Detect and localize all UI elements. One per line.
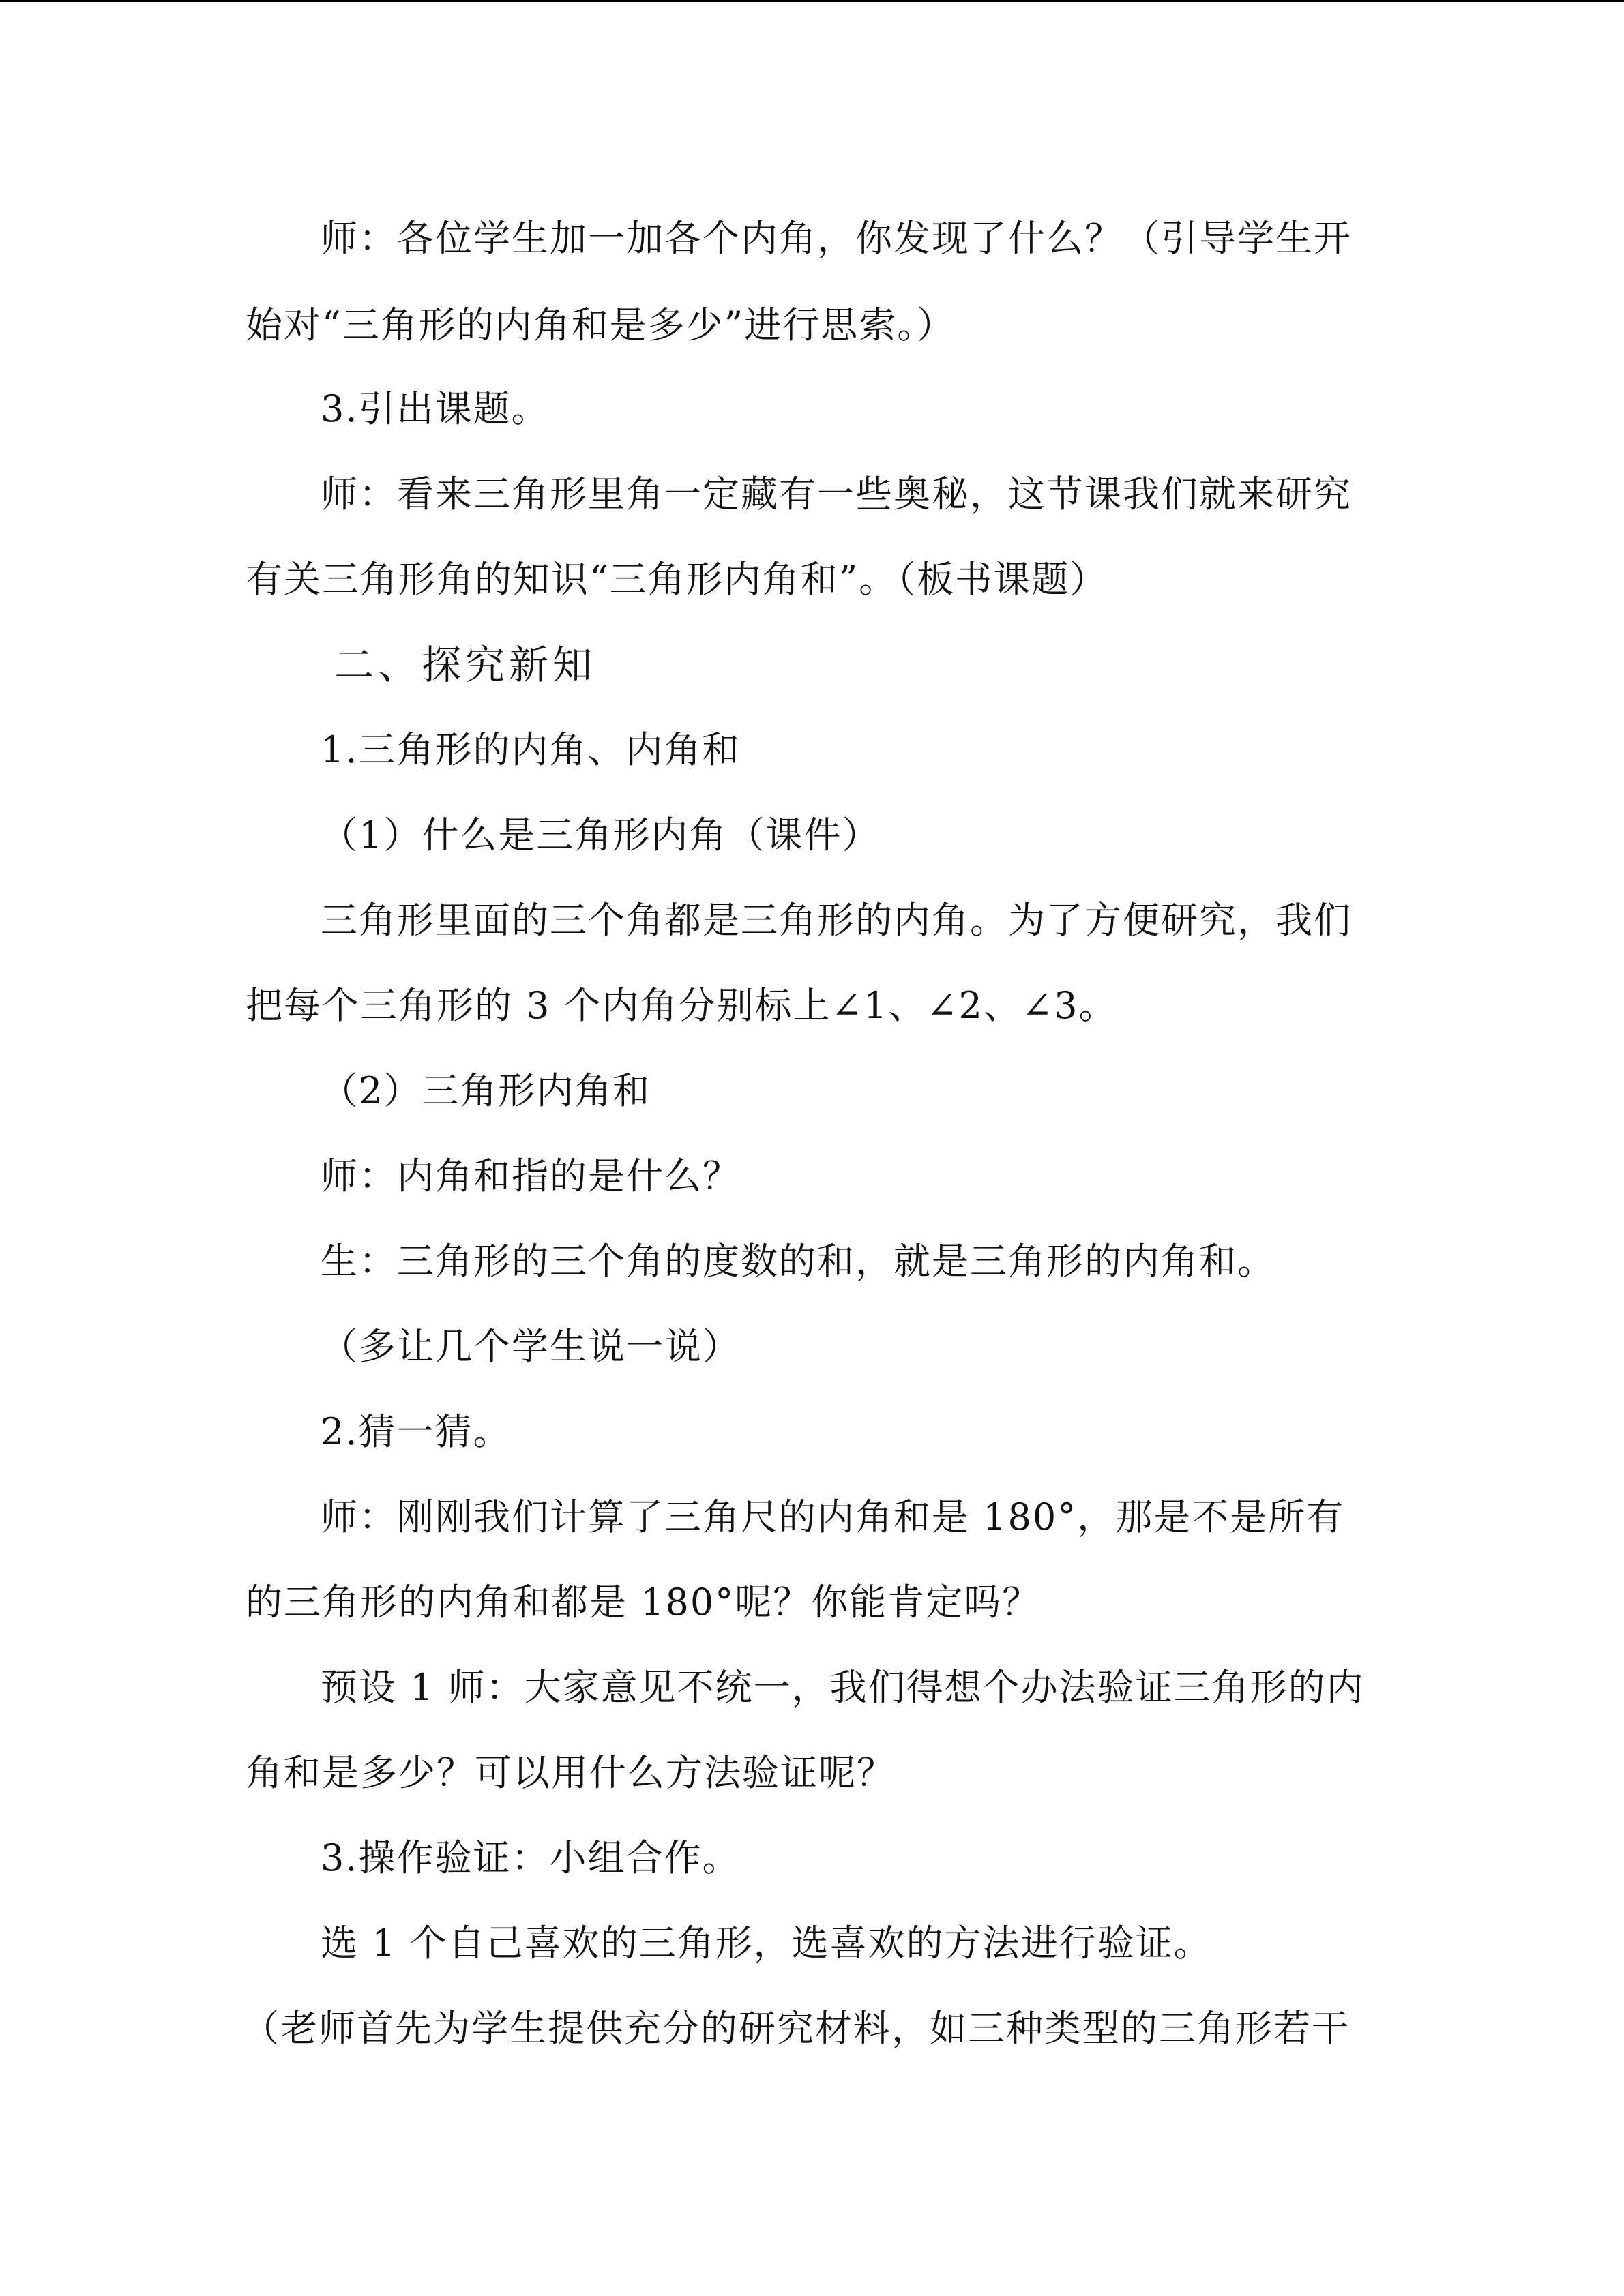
paragraph-line: 3.操作验证：小组合作。 <box>321 1836 741 1879</box>
paragraph-line: 三角形里面的三个角都是三角形的内角。为了方便研究，我们 <box>321 899 1352 942</box>
paragraph-line: 3.引出课题。 <box>321 387 550 430</box>
paragraph-line: 师：看来三角形里角一定藏有一些奥秘，这节课我们就来研究 <box>321 473 1352 516</box>
paragraph-line: （2）三角形内角和 <box>321 1069 651 1112</box>
paragraph-line: 角和是多少？可以用什么方法验证呢？ <box>246 1751 895 1794</box>
paragraph-line: 的三角形的内角和都是 180°呢？你能肯定吗？ <box>246 1581 1041 1624</box>
paragraph-line: 生：三角形的三个角的度数的和，就是三角形的内角和。 <box>321 1240 1275 1283</box>
paragraph-line: 预设 1 师：大家意见不统一，我们得想个办法验证三角形的内 <box>321 1666 1365 1709</box>
paragraph-line: （老师首先为学生提供充分的研究材料，如三种类型的三角形若干 <box>242 2007 1350 2050</box>
paragraph-line: 1.三角形的内角、内角和 <box>321 728 741 771</box>
paragraph-line: 始对“三角形的内角和是多少”进行思索。） <box>246 303 956 346</box>
paragraph-line: （多让几个学生说一说） <box>321 1325 741 1368</box>
paragraph-line: （1）什么是三角形内角（课件） <box>321 814 881 856</box>
paragraph-line: 师：内角和指的是什么？ <box>321 1154 741 1197</box>
paragraph-line: 师：各位学生加一加各个内角，你发现了什么？（引导学生开 <box>321 217 1352 260</box>
paragraph-line: 2.猜一猜。 <box>321 1410 512 1453</box>
paragraph-line: 选 1 个自己喜欢的三角形，选喜欢的方法进行验证。 <box>321 1922 1212 1965</box>
paragraph-line: 把每个三角形的 3 个内角分别标上∠1、∠2、∠3。 <box>246 984 1117 1027</box>
section-heading: 二、探究新知 <box>334 642 597 688</box>
paragraph-line: 有关三角形角的知识“三角形内角和”。（板书课题） <box>246 558 1108 601</box>
paragraph-line: 师：刚刚我们计算了三角尺的内角和是 180°，那是不是所有 <box>321 1495 1345 1538</box>
